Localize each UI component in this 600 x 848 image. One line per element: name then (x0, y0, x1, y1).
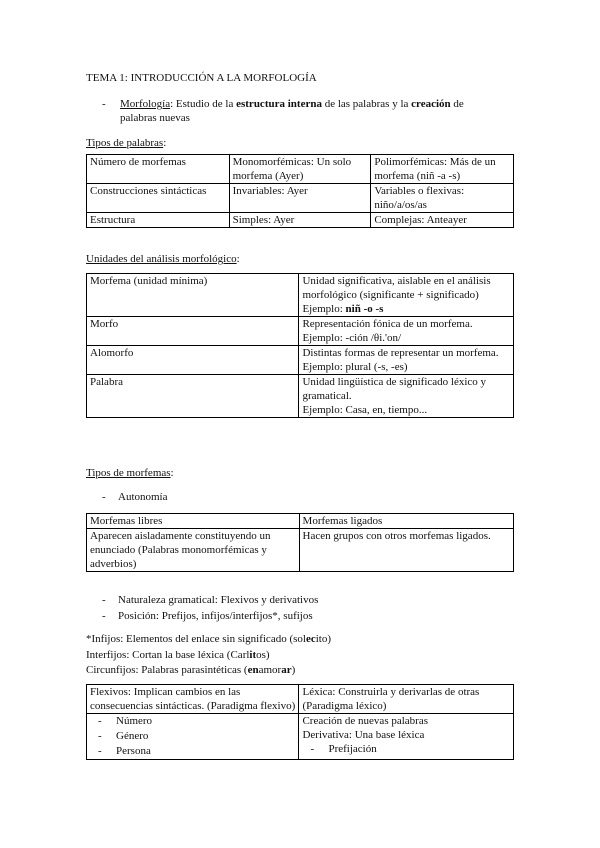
table-row (87, 155, 514, 184)
def-text: : Estudio de la (170, 98, 237, 110)
def-text: palabras nuevas (120, 112, 190, 124)
derivativa-list (302, 742, 510, 756)
note-text: Circunfijos: Palabras parasintéticas ( (86, 664, 248, 676)
note-text: ) (291, 664, 296, 676)
table-cell: Palabra (87, 375, 299, 418)
table-row (87, 346, 514, 375)
heading-text: Unidades del análisis morfológico (86, 253, 237, 265)
table-cell: Flexivos: Implican cambios en las consecuencias sintácticas. (Paradigma flexivo) (87, 685, 299, 714)
list-item: - Posición: Prefijos, infijos/interfijos*, sufijos (98, 609, 318, 623)
example-text: Ejemplo: Casa, en, tiempo... (302, 404, 428, 416)
def-bold: creación (411, 98, 451, 110)
tipos-morfemas-heading (86, 466, 174, 480)
table-cell: Simples: Ayer (229, 213, 371, 228)
table-cell: Morfo (87, 317, 299, 346)
morfologia-definition (102, 97, 502, 125)
table-cell: Variables o flexivas: niño/a/os/as (371, 184, 514, 213)
note-bold: ar (281, 664, 292, 676)
heading-text: Tipos de morfemas (86, 467, 171, 479)
list-item: - Género (90, 729, 295, 744)
example-bold: niñ -o -s (345, 303, 384, 315)
table-row (87, 685, 514, 714)
heading-colon: : (236, 253, 240, 265)
table-row (87, 375, 514, 418)
note-bold: it (249, 649, 257, 661)
heading-text: Tipos de palabras (86, 137, 164, 149)
cell-text: Unidad lingüística de significado léxico y gramatical. (302, 376, 487, 402)
table-cell: Morfemas ligados (299, 514, 513, 529)
unidades-heading (86, 252, 240, 266)
table-cell: Hacen grupos con otros morfemas ligados. (299, 529, 513, 572)
table-row (87, 714, 514, 760)
note-text: amor (258, 664, 282, 676)
cell-text: Derivativa: Una base léxica (302, 729, 425, 741)
infijos-note (86, 632, 331, 646)
table-cell (299, 274, 514, 317)
note-text: *Infijos: Elementos del enlace sin significado (sol (86, 633, 306, 645)
table-row (87, 274, 514, 317)
table-cell: Polimorfémicas: Más de un morfema (niñ -a -s) (371, 155, 514, 184)
tipos-palabras-table (86, 154, 514, 228)
table-cell: Invariables: Ayer (229, 184, 371, 213)
table-row (87, 317, 514, 346)
heading-colon: : (163, 137, 167, 149)
table-cell: Estructura (87, 213, 230, 228)
list-item: - Número (90, 714, 295, 729)
table-row (87, 213, 514, 228)
bullet-dash: - (102, 98, 106, 110)
flexivos-lexica-table (86, 684, 514, 760)
flexivos-list (90, 714, 295, 759)
table-cell: Monomorfémicas: Un solo morfema (Ayer) (229, 155, 371, 184)
def-text: de (450, 98, 464, 110)
circunfijos-note (86, 663, 295, 677)
table-cell: Construcciones sintácticas (87, 184, 230, 213)
def-bold: estructura interna (236, 98, 322, 110)
cell-text: Representación fónica de un morfema. (302, 318, 473, 330)
table-cell: Alomorfo (87, 346, 299, 375)
interfijos-note (86, 648, 270, 662)
table-cell (87, 714, 299, 760)
note-bold: en (247, 664, 259, 676)
table-cell (299, 346, 514, 375)
heading-colon: : (170, 467, 174, 479)
list-item: - Persona (90, 744, 295, 759)
clasificacion-list (98, 593, 318, 623)
table-cell: Morfemas libres (87, 514, 300, 529)
note-text: os) (256, 649, 270, 661)
table-row (87, 184, 514, 213)
table-cell: Complejas: Anteayer (371, 213, 514, 228)
example-label: Ejemplo: (302, 303, 346, 315)
table-cell (299, 375, 514, 418)
note-text: ito) (315, 633, 331, 645)
list-item: - Autonomía (98, 490, 168, 504)
note-bold: ec (305, 633, 316, 645)
morfemas-libres-table (86, 513, 514, 572)
cell-text: Distintas formas de representar un morfema. (302, 347, 499, 359)
table-cell (299, 317, 514, 346)
table-cell: Léxica: Construirla y derivarlas de otras (Paradigma léxico) (299, 685, 514, 714)
example-text: Ejemplo: -ción /θi.'on/ (302, 332, 402, 344)
cell-text: Unidad significativa, aislable en el análisis morfológico (significante + significado) (302, 275, 491, 301)
table-cell: Aparecen aisladamente constituyendo un enunciado (Palabras monomorfémicas y adverbios) (87, 529, 300, 572)
example-text: Ejemplo: plural (-s, -es) (302, 361, 408, 373)
def-text: de las palabras y la (321, 98, 412, 110)
note-text: Interfijos: Cortan la base léxica (Carl (86, 649, 250, 661)
list-item: - Naturaleza gramatical: Flexivos y derivativos (98, 593, 318, 607)
morfologia-term: Morfología (120, 98, 171, 110)
autonomia-list (98, 490, 168, 504)
tipos-palabras-heading (86, 136, 166, 150)
table-row (87, 529, 514, 572)
list-item: - Prefijación (302, 742, 510, 756)
table-cell: Morfema (unidad mínima) (87, 274, 299, 317)
table-row (87, 514, 514, 529)
table-cell: Número de morfemas (87, 155, 230, 184)
cell-text: Creación de nuevas palabras (302, 715, 428, 727)
page-title: TEMA 1: INTRODUCCIÓN A LA MORFOLOGÍA (86, 72, 317, 84)
unidades-table (86, 273, 514, 418)
table-cell (299, 714, 514, 760)
